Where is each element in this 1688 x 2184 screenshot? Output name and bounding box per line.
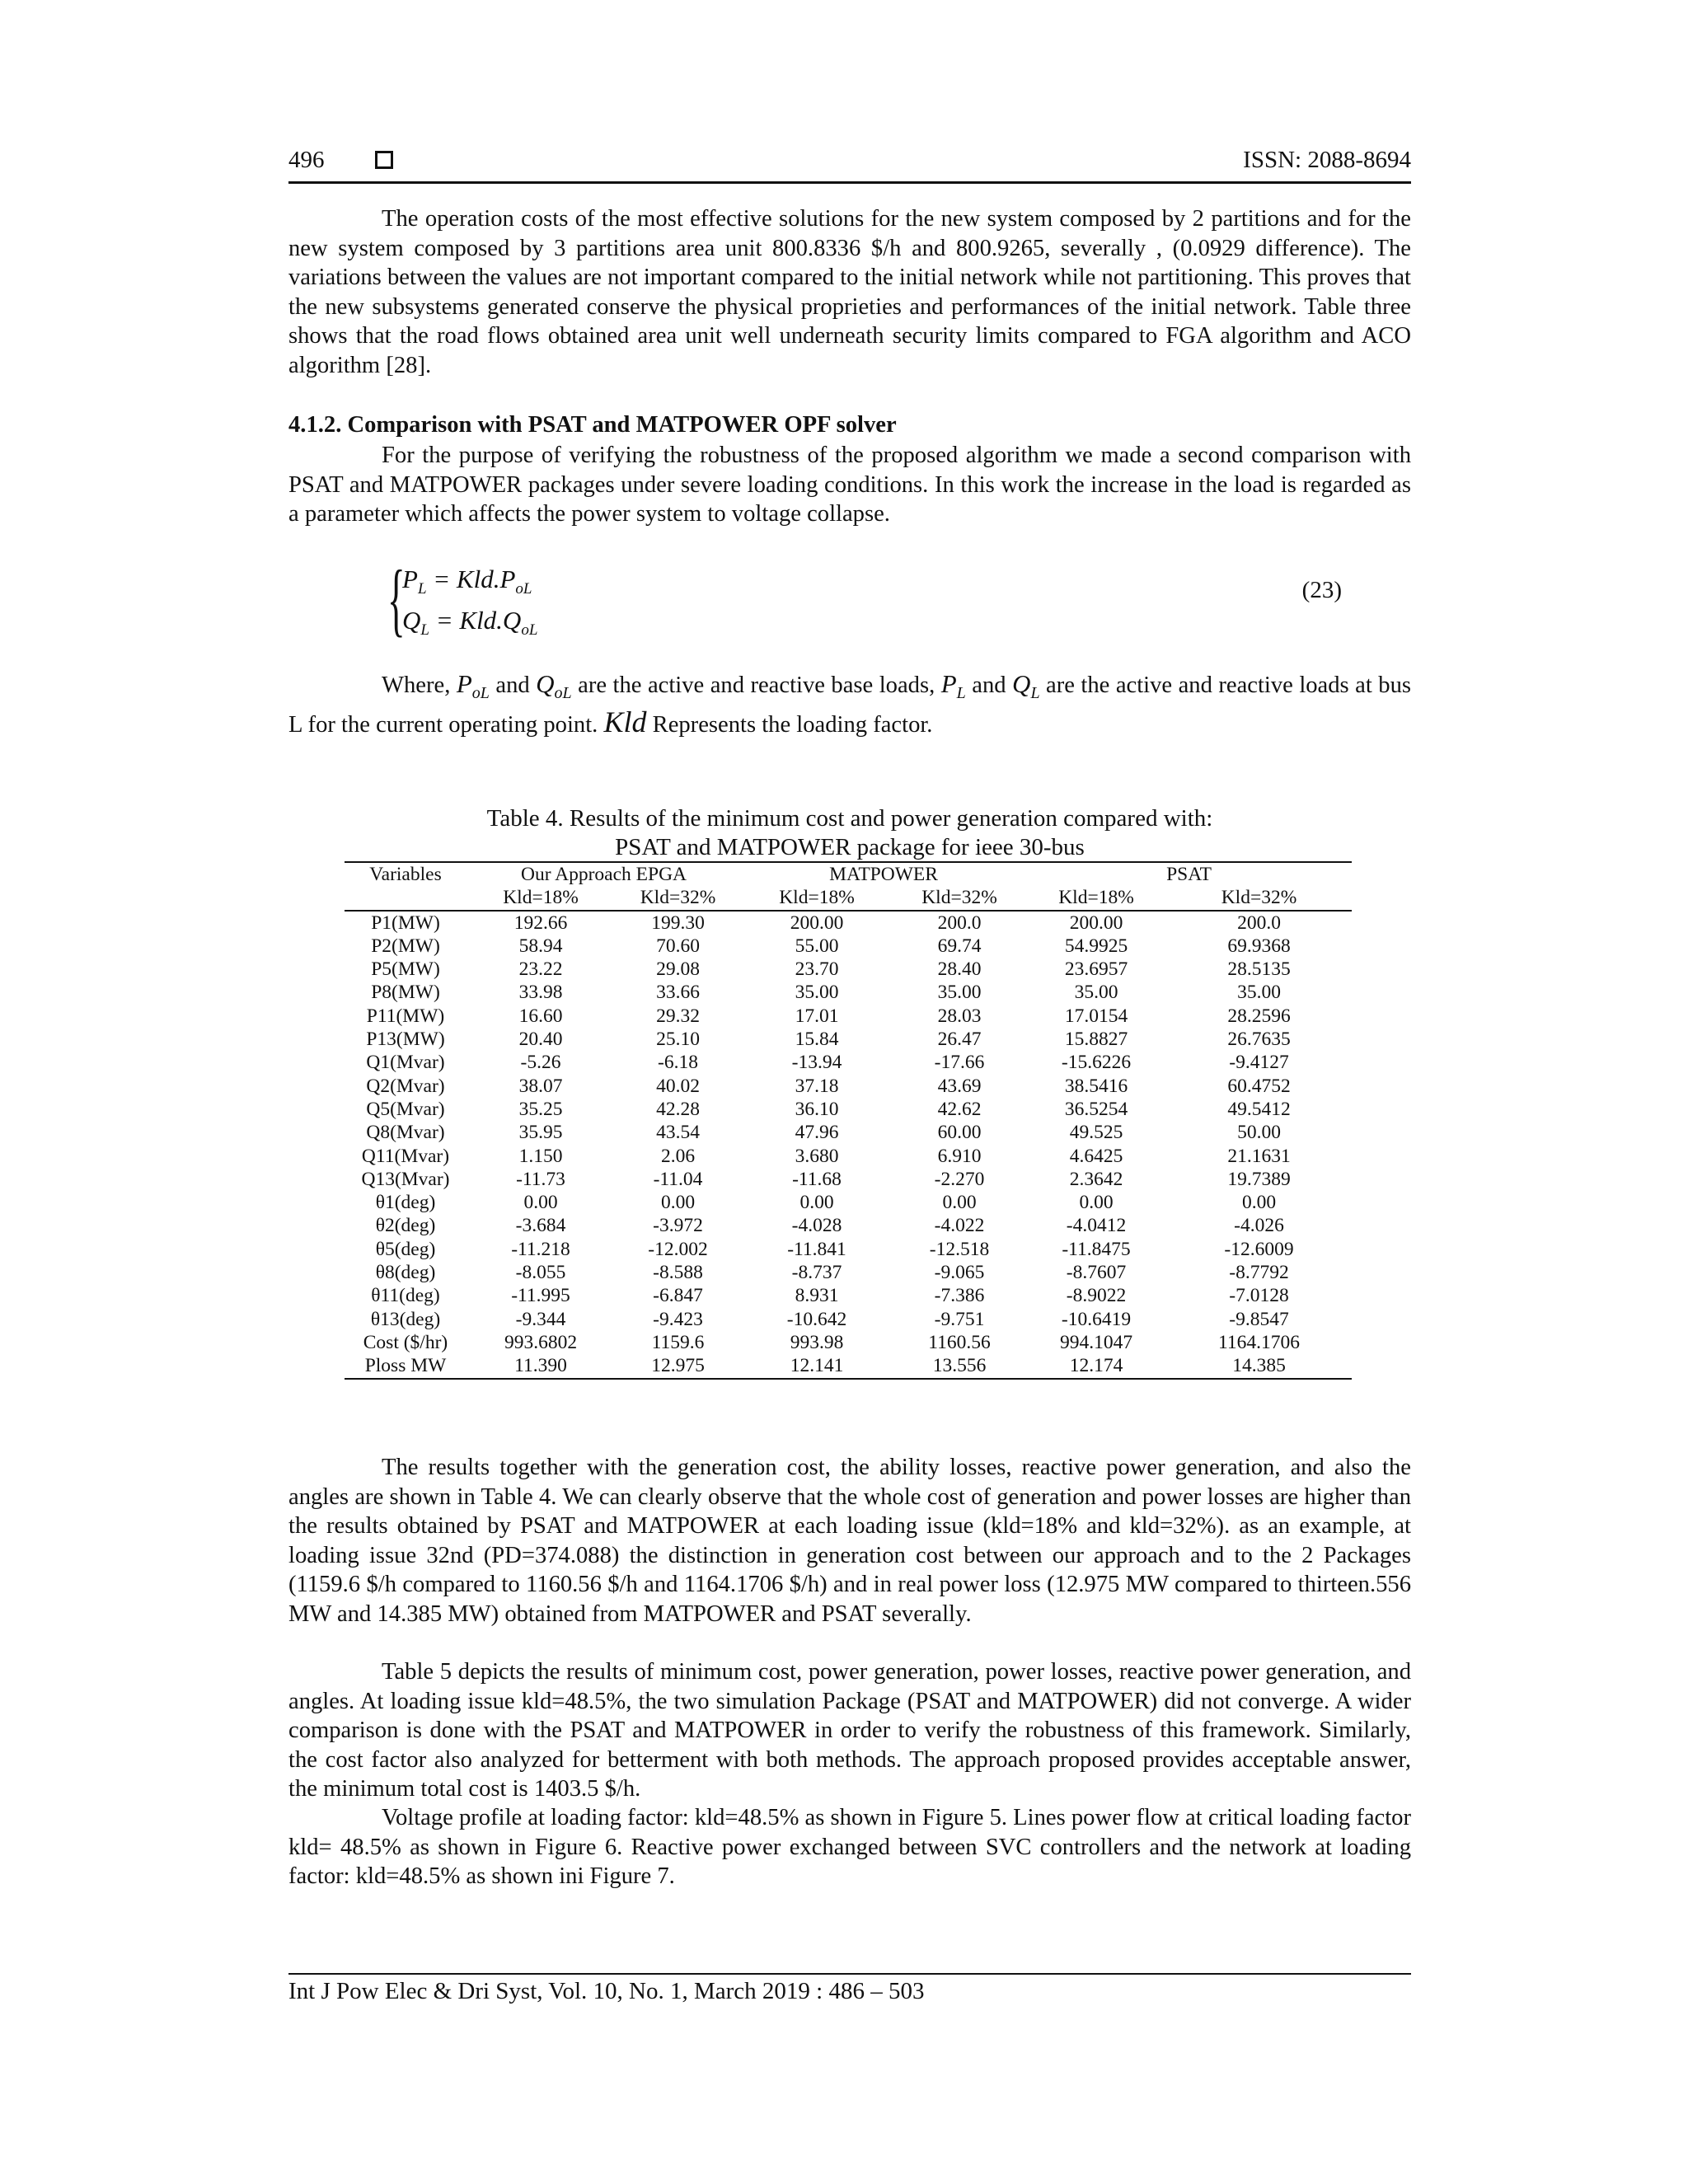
table-cell: 200.00 xyxy=(1069,912,1123,934)
table-cell: -11.218 xyxy=(511,1238,570,1260)
table-cell: 35.00 xyxy=(1074,982,1118,1004)
paragraph-robustness: For the purpose of verifying the robustness of the proposed algorithm we made a second comparison with PSAT and MATPOWER packages under severe loading conditions. In this work the increase in the load is regarded as a parameter which affects the power system to voltage collapse. xyxy=(288,443,1411,527)
table-cell: 6.910 xyxy=(937,1145,982,1167)
page-number: 496 xyxy=(288,147,325,173)
table-cell: -3.684 xyxy=(515,1215,566,1237)
table-cell: -11.04 xyxy=(653,1168,703,1190)
row-label: P5(MW) xyxy=(371,958,440,981)
table-cell: 3.680 xyxy=(795,1145,839,1167)
table-caption xyxy=(288,804,1411,862)
paragraph-voltage-profile: Voltage profile at loading factor: kld=48.5% as shown in Figure 5. Lines power flow at critical loading factor kld= 48.5% as shown in Figure 6. Reactive power exchanged between SVC controllers and the network at loading factor: kld=48.5% as shown ini Figure 7. xyxy=(288,1805,1411,1889)
subheader: Kld=32% xyxy=(1166,886,1352,910)
row-label: θ13(deg) xyxy=(370,1308,441,1330)
table-cell: 36.5254 xyxy=(1064,1098,1128,1120)
subheader: Kld=18% xyxy=(1026,886,1166,910)
footer-citation: Int J Pow Elec & Dri Syst, Vol. 10, No. 1, March 2019 : 486 – 503 xyxy=(288,1978,925,2004)
table-cell: 69.9368 xyxy=(1227,935,1291,957)
row-label: θ8(deg) xyxy=(375,1262,436,1284)
table-cell: -9.423 xyxy=(653,1308,703,1330)
row-label: Q2(Mvar) xyxy=(366,1075,445,1097)
section-heading: 4.1.2. Comparison with PSAT and MATPOWER OPF solver xyxy=(288,412,897,438)
table-cell: -3.972 xyxy=(653,1215,703,1237)
table-cell: 0.00 xyxy=(942,1192,977,1214)
table-cell: -10.642 xyxy=(786,1308,847,1330)
equation-line-1: $P_L = Kld.P_{oL}$ xyxy=(402,565,532,598)
row-label: θ2(deg) xyxy=(375,1215,436,1237)
table-cell: 1164.1706 xyxy=(1217,1331,1300,1353)
left-brace: { xyxy=(387,553,406,644)
table-cell: 54.9925 xyxy=(1064,935,1128,957)
table-cell: 35.95 xyxy=(518,1122,563,1144)
table-cell: 1159.6 xyxy=(651,1331,705,1353)
table-cell: 29.32 xyxy=(656,1005,700,1027)
table-cell: 13.556 xyxy=(893,1354,1026,1378)
table-cell: -10.6419 xyxy=(1061,1308,1132,1330)
row-label: P1(MW) xyxy=(371,912,440,934)
table-row xyxy=(345,1145,1352,1168)
table-cell: -9.8547 xyxy=(1229,1308,1289,1330)
table-cell: 15.8827 xyxy=(1064,1029,1128,1051)
table-cell: -4.0412 xyxy=(1066,1215,1127,1237)
table-row xyxy=(345,1028,1352,1051)
table-row xyxy=(345,911,1352,935)
table-cell: 23.70 xyxy=(795,958,839,981)
table-cell: 200.00 xyxy=(790,912,844,934)
row-label: Cost ($/hr) xyxy=(363,1331,448,1353)
table-cell: 4.6425 xyxy=(1069,1145,1123,1167)
table-cell: 26.47 xyxy=(937,1029,982,1051)
table-row xyxy=(345,1191,1352,1214)
header-rule xyxy=(288,181,1411,184)
table-cell: 25.10 xyxy=(656,1029,700,1051)
table-cell: 23.22 xyxy=(518,958,563,981)
table-cell: -12.518 xyxy=(929,1238,990,1260)
table-row xyxy=(345,1214,1352,1237)
row-label: P13(MW) xyxy=(366,1029,445,1051)
table-cell: -8.588 xyxy=(653,1262,703,1284)
table-cell: -8.9022 xyxy=(1066,1285,1127,1307)
table-cell: -7.386 xyxy=(934,1285,985,1307)
header-group-psat: PSAT xyxy=(1026,862,1352,886)
table-cell: 12.174 xyxy=(1026,1354,1166,1378)
row-label: Q13(Mvar) xyxy=(361,1168,450,1190)
table-cell: 49.525 xyxy=(1069,1122,1123,1144)
table-cell: 16.60 xyxy=(518,1005,563,1027)
header-group-matpower: MATPOWER xyxy=(741,862,1026,886)
table-cell: 8.931 xyxy=(795,1285,839,1307)
header-variables: Variables xyxy=(345,862,467,886)
results-table xyxy=(345,861,1352,1380)
table-cell: -4.028 xyxy=(791,1215,842,1237)
table-cell: 17.01 xyxy=(795,1005,839,1027)
table-cell: -9.065 xyxy=(934,1262,985,1284)
table-row xyxy=(345,1331,1352,1354)
table-cell: 0.00 xyxy=(1241,1192,1277,1214)
table-group-header-row xyxy=(345,862,1352,886)
table-cell: -15.6226 xyxy=(1061,1052,1132,1074)
table-cell: 43.54 xyxy=(656,1122,700,1144)
table-cell: 55.00 xyxy=(795,935,839,957)
table-cell: -9.344 xyxy=(515,1308,566,1330)
table-cell: -9.751 xyxy=(934,1308,985,1330)
table-cell: 15.84 xyxy=(795,1029,839,1051)
table-cell: -5.26 xyxy=(520,1052,561,1074)
equation-line-2: $Q_L = Kld.Q_{oL}$ xyxy=(402,606,538,640)
table-cell: 20.40 xyxy=(518,1029,563,1051)
table-cell: 36.10 xyxy=(795,1098,839,1120)
table-cell: 37.18 xyxy=(795,1075,839,1097)
table-row xyxy=(345,958,1352,981)
table-cell: -9.4127 xyxy=(1229,1052,1289,1074)
table-cell: 28.03 xyxy=(937,1005,982,1027)
row-label: P8(MW) xyxy=(371,982,440,1004)
table-cell: 43.69 xyxy=(937,1075,982,1097)
table-cell: 33.98 xyxy=(518,982,563,1004)
row-label: θ1(deg) xyxy=(375,1192,436,1214)
table-cell: 1160.56 xyxy=(928,1331,991,1353)
table-cell: 11.390 xyxy=(467,1354,615,1378)
table-row xyxy=(345,1121,1352,1144)
table-cell: 14.385 xyxy=(1166,1354,1352,1378)
row-label: P2(MW) xyxy=(371,935,440,957)
issn: ISSN: 2088-8694 xyxy=(1243,147,1411,173)
table-caption-line-2: PSAT and MATPOWER package for ieee 30-bus xyxy=(615,834,1085,860)
table-row xyxy=(345,1354,1352,1378)
table-cell: 42.62 xyxy=(937,1098,982,1120)
table-cell: 19.7389 xyxy=(1227,1168,1291,1190)
table-cell: 0.00 xyxy=(1079,1192,1114,1214)
table-cell: -8.737 xyxy=(791,1262,842,1284)
equation-23 xyxy=(387,553,635,647)
table-cell: 994.1047 xyxy=(1059,1331,1133,1353)
table-row xyxy=(345,1261,1352,1284)
table-cell: 33.66 xyxy=(656,982,700,1004)
row-label: P11(MW) xyxy=(366,1005,445,1027)
table-cell: 49.5412 xyxy=(1227,1098,1291,1120)
table-cell: 28.5135 xyxy=(1227,958,1291,981)
table-cell: 35.25 xyxy=(518,1098,563,1120)
table-cell: 200.0 xyxy=(1237,912,1281,934)
row-label: Q5(Mvar) xyxy=(366,1098,445,1120)
row-label: Q1(Mvar) xyxy=(366,1052,445,1074)
table-cell: -11.73 xyxy=(516,1168,565,1190)
table-cell: -8.7607 xyxy=(1066,1262,1127,1284)
row-label: θ5(deg) xyxy=(375,1238,436,1260)
table-cell: 17.0154 xyxy=(1064,1005,1128,1027)
table-cell: 35.00 xyxy=(795,982,839,1004)
header-group-epga: Our Approach EPGA xyxy=(467,862,741,886)
row-label: Q8(Mvar) xyxy=(366,1122,445,1144)
table-cell: -12.6009 xyxy=(1224,1238,1294,1260)
table-cell: 2.3642 xyxy=(1069,1168,1123,1190)
table-cell: 28.40 xyxy=(937,958,982,981)
table-row xyxy=(345,1005,1352,1028)
subheader: Kld=32% xyxy=(893,886,1026,910)
table-cell: 38.07 xyxy=(518,1075,563,1097)
table-row xyxy=(345,981,1352,1004)
table-cell: 38.5416 xyxy=(1064,1075,1128,1097)
table-cell: 200.0 xyxy=(937,912,982,934)
table-cell: -8.7792 xyxy=(1229,1262,1289,1284)
table-cell: 993.6802 xyxy=(504,1331,578,1353)
table-row xyxy=(345,1098,1352,1121)
table-cell: -11.68 xyxy=(792,1168,842,1190)
table-cell: -11.841 xyxy=(787,1238,846,1260)
table-cell: 26.7635 xyxy=(1227,1029,1291,1051)
paragraph-where: Where, $P_{oL}$ and $Q_{oL}$ are the active and reactive base loads, $P_L$ and $Q_L$ are the active and reactive loads at bus L for the current operating point. Kld Represents the loading factor. xyxy=(288,669,1411,739)
table-row xyxy=(345,1308,1352,1331)
table-row xyxy=(345,1051,1352,1074)
table-cell: 47.96 xyxy=(795,1122,839,1144)
table-cell: 69.74 xyxy=(937,935,982,957)
row-label: θ11(deg) xyxy=(371,1285,440,1307)
table-caption-line-1: Table 4. Results of the minimum cost and power generation compared with: xyxy=(486,805,1213,832)
table-cell: 21.1631 xyxy=(1227,1145,1291,1167)
table-cell: -13.94 xyxy=(791,1052,842,1074)
table-cell: -2.270 xyxy=(934,1168,985,1190)
table-cell: -7.0128 xyxy=(1229,1285,1289,1307)
table-cell: 70.60 xyxy=(656,935,700,957)
paragraph-results-discussion: The results together with the generation cost, the ability losses, reactive power generation, and also the angles are shown in Table 4. We can clearly observe that the whole cost of generation and power losses are higher than the results obtained by PSAT and MATPOWER at each loading issue (kld=18% and kld=32%). as an example, at loading issue 32nd (PD=374.088) the distinction in generation cost between our approach and to the 2 Packages (1159.6 $/h compared to 1160.56 $/h and 1164.1706 $/h) and in real power loss (12.975 MW compared to thirteen.556 MW and 14.385 MW) obtained from MATPOWER and PSAT severally. xyxy=(288,1455,1411,1627)
table-cell: 192.66 xyxy=(513,912,568,934)
table-cell: -12.002 xyxy=(648,1238,708,1260)
table-row xyxy=(345,1075,1352,1098)
table-cell: 199.30 xyxy=(651,912,705,934)
table-cell: -8.055 xyxy=(515,1262,566,1284)
table-subheader-row xyxy=(345,886,1352,910)
table-cell: -6.18 xyxy=(658,1052,698,1074)
table-cell: -4.026 xyxy=(1234,1215,1284,1237)
row-label: Q11(Mvar) xyxy=(361,1145,450,1167)
table-cell: 0.00 xyxy=(660,1192,696,1214)
table-cell: -4.022 xyxy=(934,1215,985,1237)
table-cell: -6.847 xyxy=(653,1285,703,1307)
paragraph-table5: Table 5 depicts the results of minimum cost, power generation, power losses, reactive power generation, and angles. At loading issue kld=48.5%, the two simulation Package (PSAT and MATPOWER) did not converge. A wider comparison is done with the PSAT and MATPOWER in order to verify the robustness of this framework. Similarly, the cost factor also analyzed for betterment with both methods. The approach proposed provides acceptable answer, the minimum total cost is 1403.5 $/h. xyxy=(288,1659,1411,1802)
subheader: Kld=32% xyxy=(615,886,741,910)
table-cell: 40.02 xyxy=(656,1075,700,1097)
square-icon xyxy=(375,151,393,169)
subheader: Kld=18% xyxy=(467,886,615,910)
table-cell: 0.00 xyxy=(523,1192,558,1214)
table-cell: 50.00 xyxy=(1237,1122,1281,1144)
table-cell: 2.06 xyxy=(660,1145,696,1167)
table-cell: 60.4752 xyxy=(1227,1075,1291,1097)
table-cell: -11.995 xyxy=(511,1285,570,1307)
table-cell: 42.28 xyxy=(656,1098,700,1120)
table-cell: -17.66 xyxy=(934,1052,985,1074)
table-cell: 12.975 xyxy=(615,1354,741,1378)
table-row xyxy=(345,935,1352,958)
table-cell: 28.2596 xyxy=(1227,1005,1291,1027)
table-cell: 993.98 xyxy=(790,1331,844,1353)
table-cell: 35.00 xyxy=(1237,982,1281,1004)
paragraph-operation-costs: The operation costs of the most effective solutions for the new system composed by 2 partitions and for the new system composed by 3 partitions area unit 800.8336 $/h and 800.9265, severally , (0.0929 difference). The variations between the values are not important compared to the initial network while not partitioning. This proves that the new subsystems generated conserve the physical proprieties and performances of the initial network. Table three shows that the road flows obtained area unit well underneath security limits compared to FGA algorithm and ACO algorithm [28]. xyxy=(288,206,1411,378)
table-row xyxy=(345,1284,1352,1307)
table-cell: 35.00 xyxy=(937,982,982,1004)
table-row xyxy=(345,1238,1352,1261)
table-cell: 29.08 xyxy=(656,958,700,981)
table-cell: 23.6957 xyxy=(1064,958,1128,981)
row-label: Ploss MW xyxy=(345,1354,467,1378)
table-cell: 0.00 xyxy=(799,1192,834,1214)
table-cell: -11.8475 xyxy=(1062,1238,1131,1260)
table-cell: 12.141 xyxy=(741,1354,893,1378)
table-cell: 58.94 xyxy=(518,935,563,957)
footer-rule xyxy=(288,1973,1411,1975)
table-cell: 60.00 xyxy=(937,1122,982,1144)
equation-number: (23) xyxy=(1301,577,1342,603)
table-cell: 1.150 xyxy=(518,1145,563,1167)
subheader: Kld=18% xyxy=(741,886,893,910)
table-row xyxy=(345,1168,1352,1191)
